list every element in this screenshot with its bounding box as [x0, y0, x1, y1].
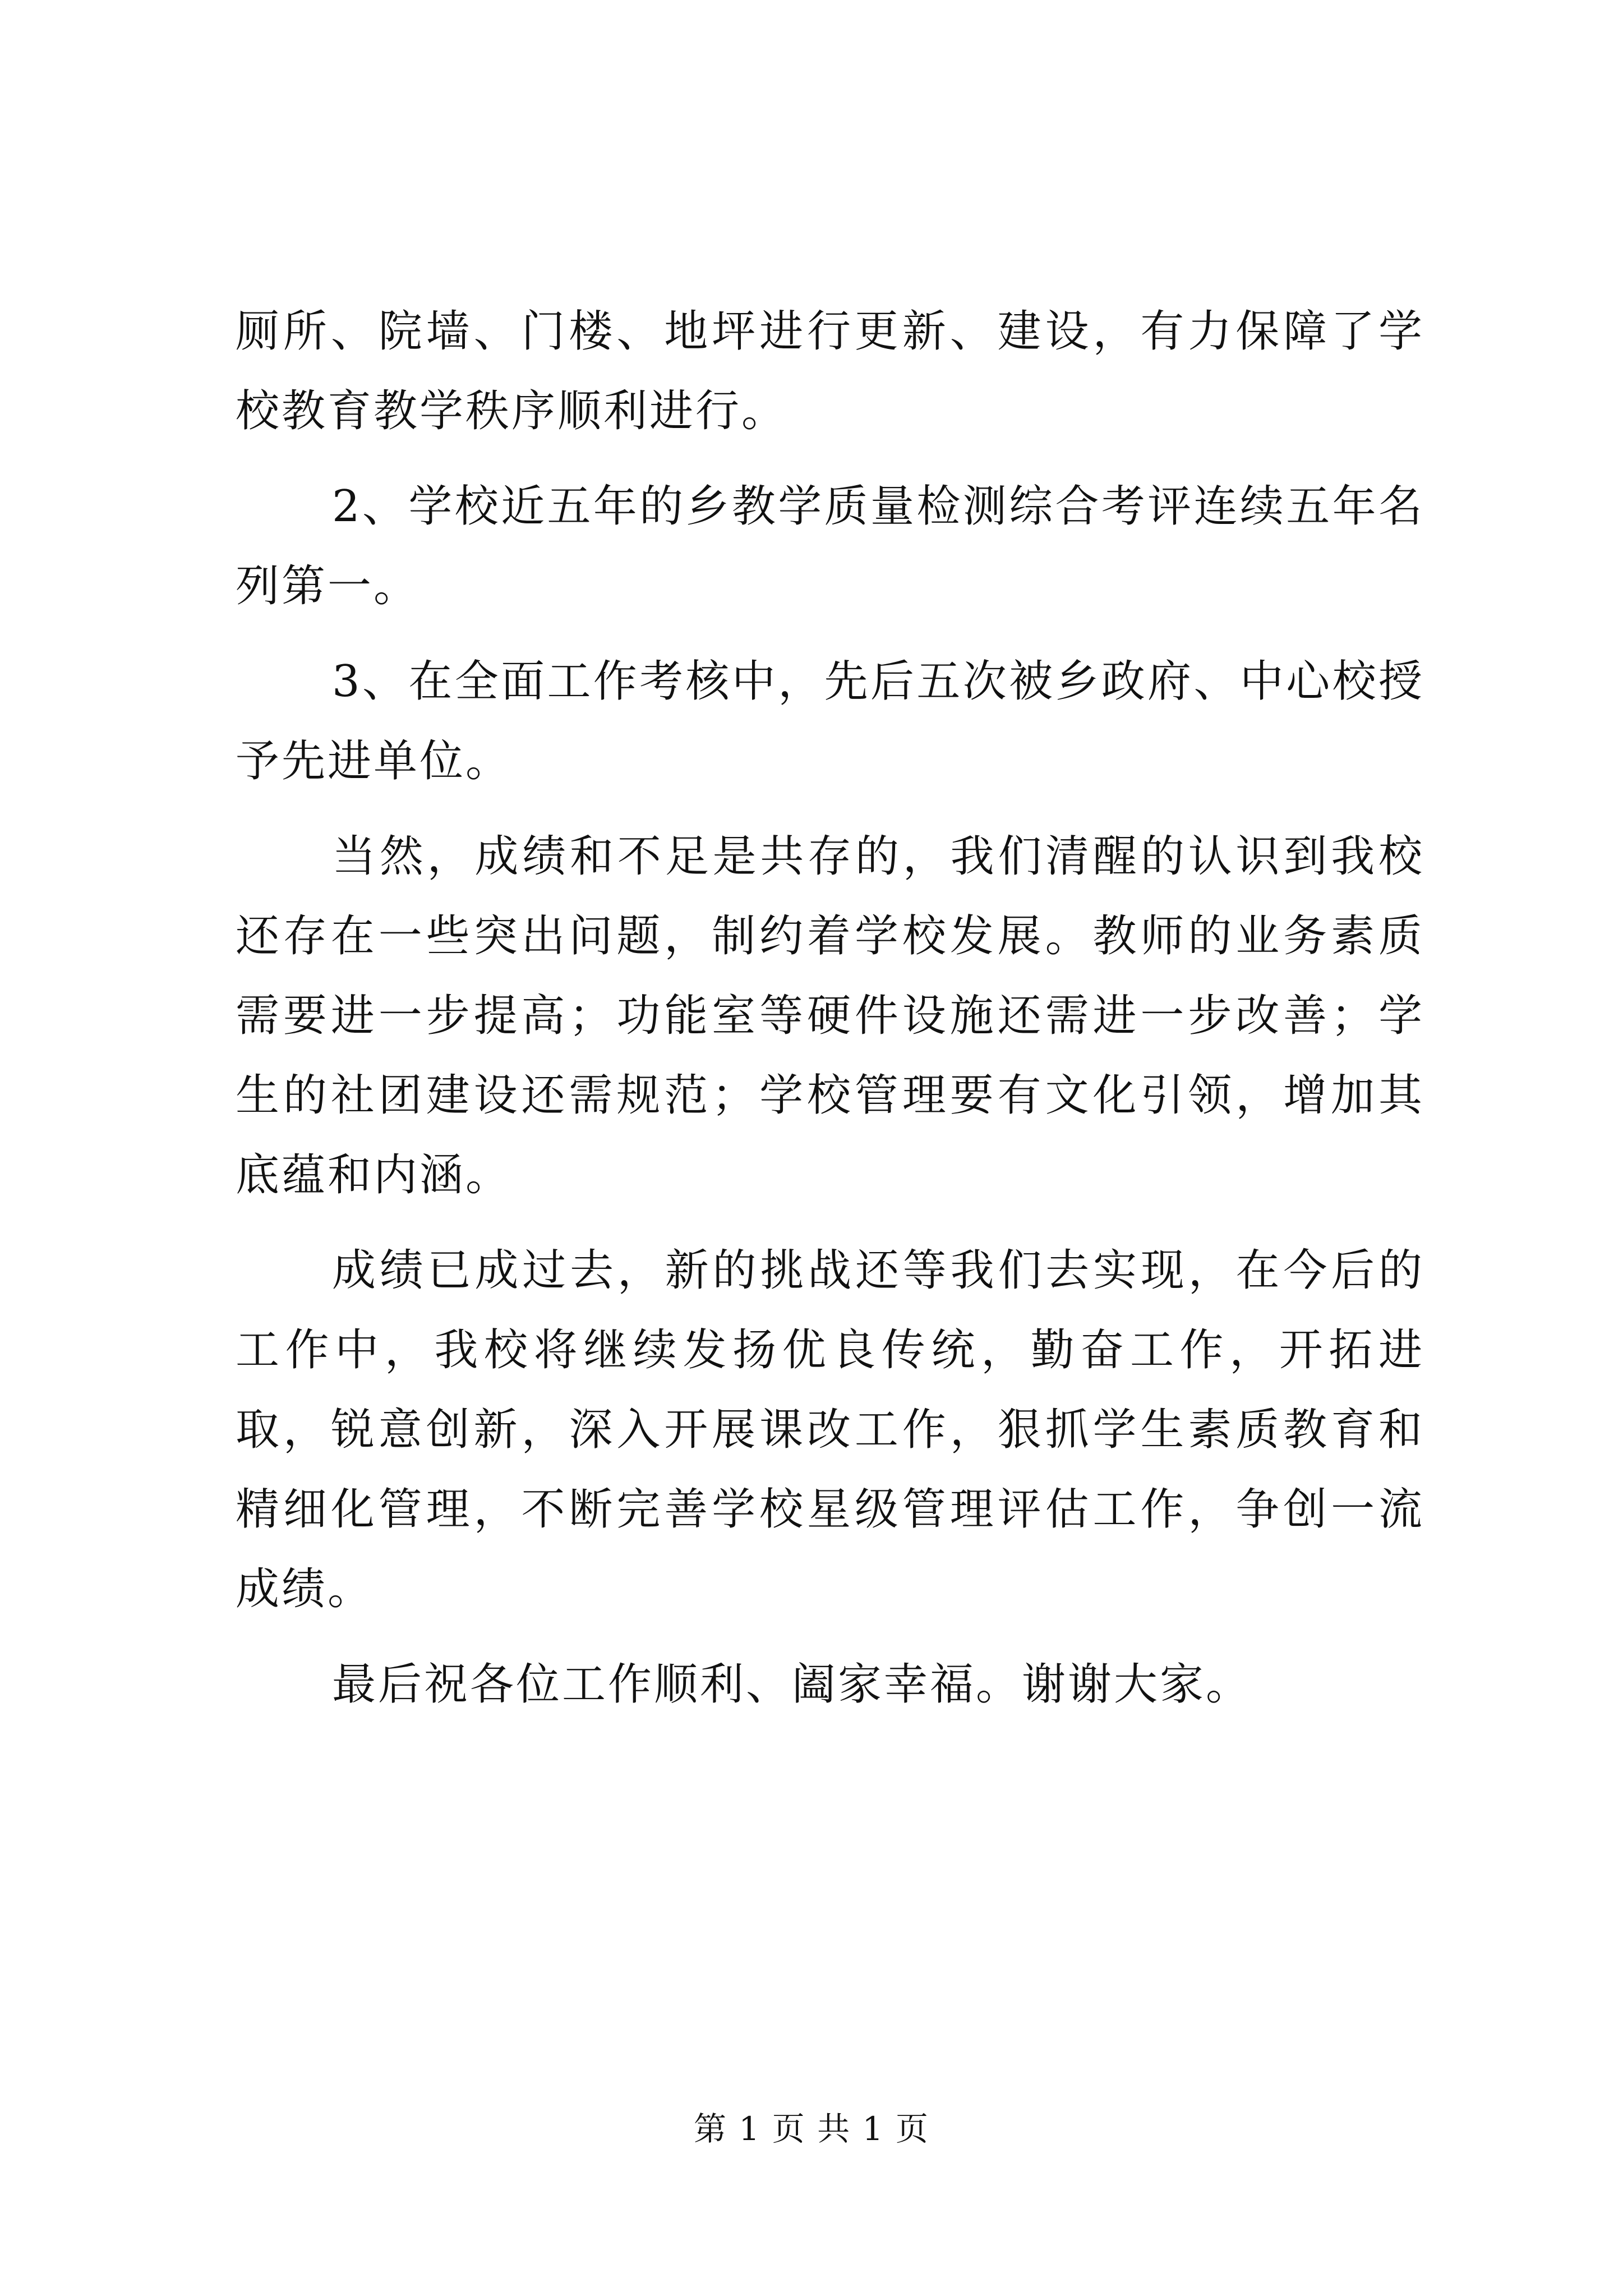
paragraph-closing: 最后祝各位工作顺利、阖家幸福。谢谢大家。 — [332, 1659, 1252, 1710]
paragraph-item-3: 3、在全面工作考核中，先后五次被乡政府、中心校授予先进单位。 — [236, 656, 1424, 786]
paragraph-item-2: 2、学校近五年的乡教学质量检测综合考评连续五年名列第一。 — [236, 481, 1424, 611]
paragraph-shortcomings: 当然，成绩和不足是共存的，我们清醒的认识到我校还存在一些突出问题，制约着学校发展。教师的业务素质需要进一步提高；功能室等硬件设施还需进一步改善；学生的社团建设还需规范；学校管理要有文化引领，增加其底蕴和内涵。 — [236, 831, 1424, 1200]
page-footer: 第 1 页 共 1 页 — [694, 2110, 929, 2148]
paragraph-future-work: 成绩已成过去，新的挑战还等我们去实现，在今后的工作中，我校将继续发扬优良传统，勤奋工作，开拓进取，锐意创新，深入开展课改工作，狠抓学生素质教育和精细化管理，不断完善学校星级管理评估工作，争创一流成绩。 — [236, 1245, 1424, 1614]
paragraph-continuation: 厕所、院墙、门楼、地坪进行更新、建设，有力保障了学校教育教学秩序顺利进行。 — [236, 306, 1424, 436]
document-body — [236, 292, 1424, 1724]
